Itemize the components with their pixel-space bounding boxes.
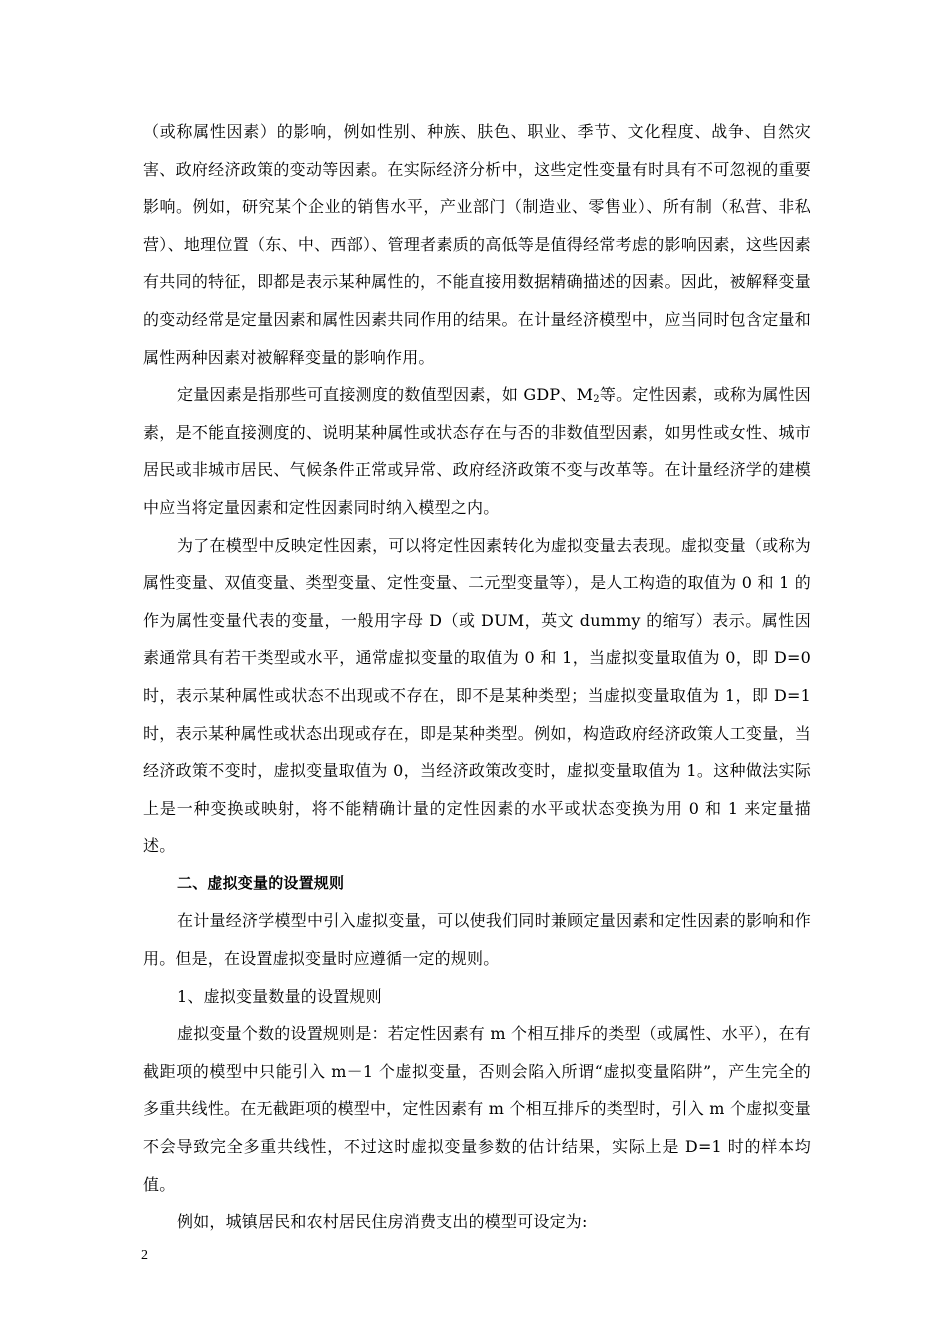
paragraph-6: 例如，城镇居民和农村居民住房消费支出的模型可设定为: [177, 1212, 588, 1232]
subsection-heading: 1、虚拟变量数量的设置规则 [177, 986, 382, 1006]
body-text [143, 113, 811, 1241]
paragraph-3: 为了在模型中反映定性因素，可以将定性因素转化为虚拟变量去表现。虚拟变量（或称为属性变量、双值变量、类型变量、定性变量、二元型变量等），是人工构造的取值为 0 和 1 的作为属性变量代表的变量，一般用字母 D（或 DUM，英文 dummy 的缩写）表示。属性因素通常具有若干类型或水平，通常虚拟变量的取值为 0 和 1，当虚拟变量取值为 0，即 D=0 时，表示某种属性或状态不出现或不存在，即不是某种类型；当虚拟变量取值为 1，即 D=1 时，表示某种属性或状态出现或存在，即是某种类型。例如，构造政府经济政策人工变量，当经济政策不变时，虚拟变量取值为 0，当经济政策改变时，虚拟变量取值为 1。这种做法实际上是一种变换或映射，将不能精确计量的定性因素的水平或状态变换为用 0 和 1 来定量描述。 [143, 535, 811, 856]
section-heading: 二、虚拟变量的设置规则 [177, 873, 345, 892]
paragraph-4: 在计量经济学模型中引入虚拟变量，可以使我们同时兼顾定量因素和定性因素的影响和作用。但是，在设置虚拟变量时应遵循一定的规则。 [143, 911, 811, 969]
paragraph-2-part-a: 定量因素是指那些可直接测度的数值型因素，如 GDP、M [177, 385, 594, 405]
m2-subscript: 2 [593, 394, 600, 406]
paragraph-5: 虚拟变量个数的设置规则是：若定性因素有 m 个相互排斥的类型（或属性、水平），在有截距项的模型中只能引入 m－1 个虚拟变量，否则会陷入所谓“虚拟变量陷阱”，产生完全的多重共线性。在无截距项的模型中，定性因素有 m 个相互排斥的类型时，引入 m 个虚拟变量不会导致完全多重共线性，不过这时虚拟变量参数的估计结果，实际上是 D=1 时的样本均值。 [143, 1024, 811, 1194]
page-number: 2 [141, 1248, 148, 1263]
paragraph-1: （或称属性因素）的影响，例如性别、种族、肤色、职业、季节、文化程度、战争、自然灾害、政府经济政策的变动等因素。在实际经济分析中，这些定性变量有时具有不可忽视的重要影响。例如，研究某个企业的销售水平，产业部门（制造业、零售业）、所有制（私营、非私营）、地理位置（东、中、西部）、管理者素质的高低等是值得经常考虑的影响因素，这些因素有共同的特征，即都是表示某种属性的，不能直接用数据精确描述的因素。因此，被解释变量的变动经常是定量因素和属性因素共同作用的结果。在计量经济模型中，应当同时包含定量和属性两种因素对被解释变量的影响作用。 [143, 122, 811, 367]
paragraph-2 [143, 376, 811, 526]
paragraph-2-part-b: 等。定性因素，或称为属性因素，是不能直接测度的、说明某种属性或状态存在与否的非数值型因素，如男性或女性、城市居民或非城市居民、气候条件正常或异常、政府经济政策不变与改革等。在计量经济学的建模中应当将定量因素和定性因素同时纳入模型之内。 [143, 385, 811, 517]
